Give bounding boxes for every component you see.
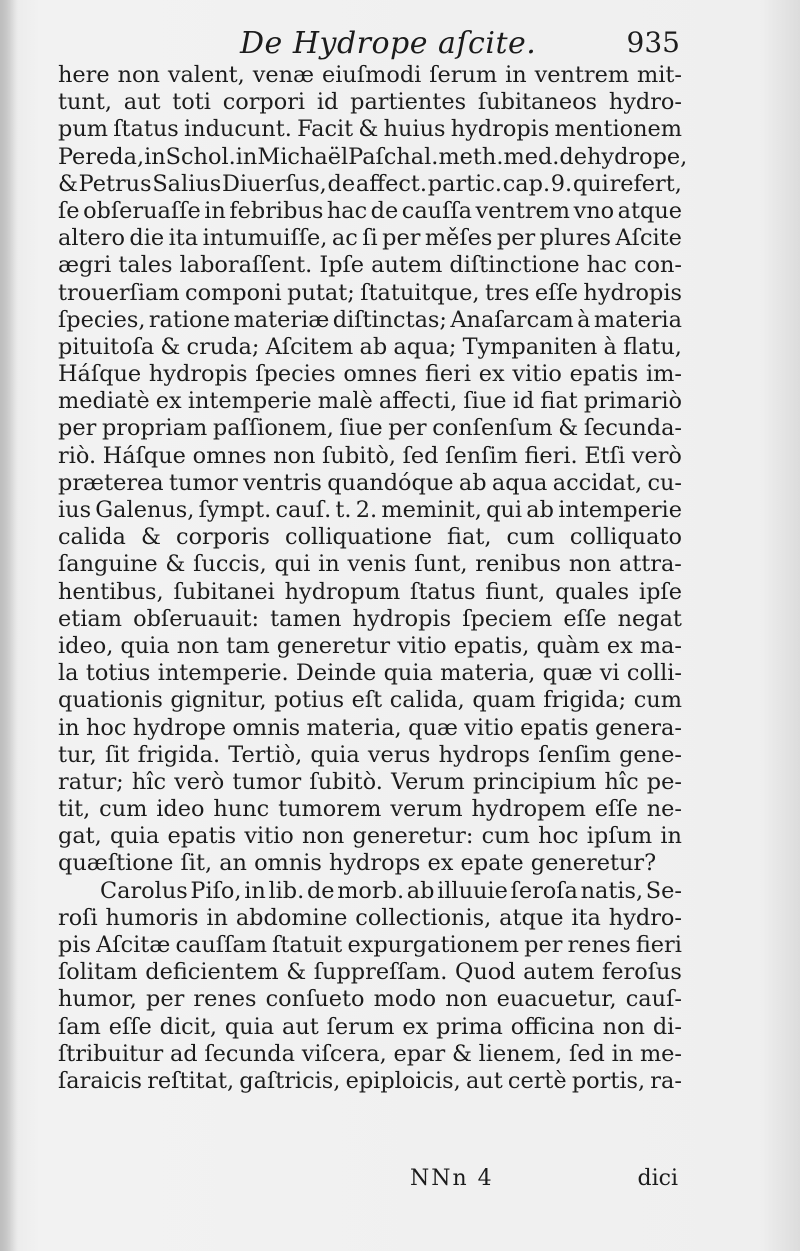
text-line: pis Aſcitæ cauſſam ſtatuit expurgationem per renes fieri (58, 932, 682, 958)
running-head: De Hydrope aſcite. (240, 26, 537, 61)
text-line: quæſtione ſit, an omnis hydrops ex epate generetur? (58, 850, 657, 877)
text-line: ſaraicis reſtitat, gaſtricis, epiploicis, aut certè portis, ra- (58, 1067, 682, 1094)
text-line: mediatè ex intemperie malè affecti, ſiue id fiat primariò (58, 388, 682, 415)
text-line: hentibus, ſubitanei hydropum ſtatus fiunt, quales ipſe (58, 578, 682, 605)
text-line: ſam eſſe dicit, quia aut ſerum ex prima officina non di- (58, 1013, 682, 1040)
text-line: ratur; hîc verò tumor ſubitò. Verum principium hîc pe- (58, 768, 682, 795)
text-line: humor, per renes conſueto modo non euacuetur, cauſ- (58, 986, 682, 1013)
text-line: ideo, quia non tam generetur vitio epatis, quàm ex ma- (58, 632, 682, 659)
text-line: ſe obſeruaſſe in febribus hac de cauſſa ventrem vno atque (58, 197, 682, 224)
text-line: ægri tales laboraſſent. Ipſe autem diſtinctione hac con- (58, 252, 682, 279)
text-line: quationis gignitur, potius eſt calida, quam frigida; cum (58, 687, 682, 714)
text-line: pum ſtatus inducunt. Facit & huius hydropis mentionem (58, 116, 682, 143)
text-line: Pereda, in Schol. in Michaël Paſchal. meth. med. de hydrope, (58, 143, 688, 170)
text-line: præterea tumor ventris quandóque ab aqua accidat, cu- (58, 469, 682, 496)
page-number: 935 (626, 26, 680, 59)
catchword: dici (637, 1166, 678, 1191)
text-line: riò. Háſque omnes non ſubitò, ſed ſenſim fieri. Etſi verò (58, 442, 682, 469)
text-line: tit, cum ideo hunc tumorem verum hydropem eſſe ne- (58, 796, 682, 823)
text-line: trouerſiam componi putat; ſtatuitque, tres eſſe hydropis (58, 279, 682, 306)
text-line: tunt, aut toti corpori id partientes ſubitaneos hydro- (58, 89, 682, 116)
text-line: Háſque hydropis ſpecies omnes fieri ex vitio epatis im- (58, 361, 682, 388)
page-header (240, 22, 680, 62)
text-line: tur, ſit frigida. Tertiò, quia verus hydrops ſenſim gene- (58, 741, 682, 768)
text-line: gat, quia epatis vitio non generetur: cum hoc ipſum in (58, 823, 682, 850)
text-line: ſtribuitur ad ſecunda viſcera, epar & lienem, ſed in me- (58, 1040, 682, 1067)
text-line: ſanguine & ſuccis, qui in venis ſunt, renibus non attra- (58, 551, 682, 578)
text-line: ſpecies, ratione materiæ diſtinctas; Anaſarcam à materia (58, 306, 682, 333)
text-line: in hoc hydrope omnis materia, quæ vitio epatis genera- (58, 714, 682, 741)
text-line: calida & corporis colliquatione fiat, cum colliquato (58, 524, 682, 551)
text-line: altero die ita intumuiſſe, ac ſi per měſes per plures Aſcite (58, 225, 682, 252)
text-line: ius Galenus, ſympt. cauſ. t. 2. meminit, qui ab intemperie (58, 497, 682, 523)
text-line: etiam obſeruauit: tamen hydropis ſpeciem eſſe negat (58, 605, 682, 632)
text-line: per propriam paſſionem, ſiue per conſenſum & ſecunda- (58, 415, 682, 442)
text-line: la totius intemperie. Deinde quia materia, quæ vi colli- (58, 660, 682, 687)
text-line: ſolitam deficientem & ſuppreſſam. Quod autem feroſus (58, 959, 682, 986)
text-line: pituitoſa & cruda; Aſcitem ab aqua; Tympaniten à flatu, (58, 333, 682, 360)
text-line: roſi humoris in abdomine collectionis, atque ita hydro- (58, 904, 682, 931)
binding-shadow (0, 0, 18, 1251)
body-text (58, 62, 688, 1095)
text-line: here non valent, venæ eiuſmodi ſerum in ventrem mit- (58, 62, 682, 88)
signature-mark: NNn 4 (410, 1166, 494, 1191)
page-footer (58, 1166, 682, 1198)
text-line: & Petrus Salius Diuerſus, de affect. partic. cap. 9. qui refert, (58, 170, 682, 197)
text-line: Carolus Piſo, in lib. de morb. ab illuuie ſeroſa natis, Se- (100, 877, 682, 904)
